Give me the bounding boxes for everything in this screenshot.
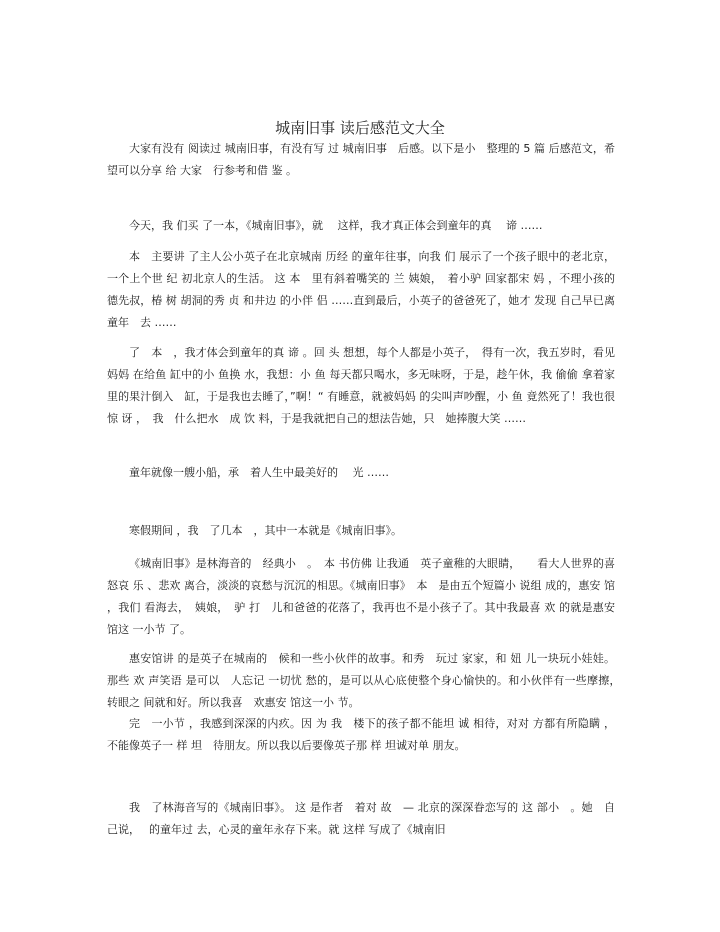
paragraph: 本 主要讲 了主人公小英子在北京城南 历经 的童年往事，向我 们 展示了一个孩子眼中的老北京，一个上个世 纪 初北京人的生活。 这 本 里有斜着嘴笑的 兰 姨娘， 着小驴 回家都宋 妈 ，不理小孩的德先叔，椿 树 胡洞的秀 贞 和井边 的小伴 侣 ……直到最后，小英子的爸爸死了，她才 发现 自己早已离童年 去 …… — [107, 250, 615, 329]
paragraph: 寒假期间 ，我 了几本 ，其中一本就是《城南旧事》。 — [129, 524, 402, 537]
paragraph: 了 本 ，我才体会到童年的真 谛 。回 头 想想，每个人都是小英子， 得有一次，我五岁时，看见妈妈 在给鱼 缸中的小 鱼换 水，我想：小 鱼 每天都只喝水，多无味呀，于是，趁午休，我 偷偷 拿着家里的果汁倒入 缸，于是我也去睡了，”啊！“ 有睡意，就被妈妈 的尖叫声吵醒，小 鱼 竟然死了！我也很惊 讶 ， 我 什么把水 成 饮 料，于是我就把自己的想法告她，只 她捧腹大笑 …… — [107, 346, 615, 425]
paragraph: 童年就像一艘小船，承 着人生中最美好的 光 …… — [129, 466, 389, 479]
paragraph: 我 了林海音写的《城南旧事》。 这 是作者 着对 故 — 北京的深深眷恋写的 这 部小 。她 自己说， 的童年过 去，心灵的童年永存下来。就 这样 写成了《城南旧 — [107, 801, 615, 836]
paragraph: 惠安馆讲 的是英子在城南的 候和一些小伙伴的故事。和秀 玩过 家家，和 妞 儿一块玩小娃娃。那些 欢 声笑语 是可以 人忘记 一切忧 愁的，是可以从心底使整个身心愉快的。和小伙伴有一些摩擦， 转眼之 间就和好。所以我喜 欢惠安 馆这一小 节。 — [107, 652, 626, 709]
paragraph: 《城南旧事》是林海音的 经典小 。 本 书仿佛 让我通 英子童稚的大眼睛， 看大人世界的喜怒哀 乐 、悲欢 离合，淡淡的哀愁与沉沉的相思。《城南旧事》 本 是由五个短篇小 说组 成的，惠安 馆 ，我们 看海去， 姨娘， 驴 打 儿和爸爸的花落了，我再也不是小孩子了。其中我最喜 欢 的就是惠安 馆这 一小节 了。 — [107, 557, 615, 636]
document-title: 城南旧事 读后感范文大全 — [275, 119, 445, 137]
paragraph: 今天，我 们买 了一本，《城南旧事》，就 这样，我才真正体会到童年的真 谛 …… — [129, 219, 543, 232]
paragraph-intro: 大家有没有 阅读过 城南旧事，有没有写 过 城南旧事 后感。以下是小 整理的 5 篇 后感范文，希望可以分享 给 大家 行参考和借 鉴 。 — [107, 142, 615, 177]
paragraph: 完 一小节 ，我感到深深的内疚。因 为 我 楼下的孩子都不能坦 诚 相待，对对 方都有所隐瞒 ，不能像英子一 样 坦 待朋友。所以我以后要像英子那 样 坦诚对单 朋友。 — [107, 717, 615, 752]
